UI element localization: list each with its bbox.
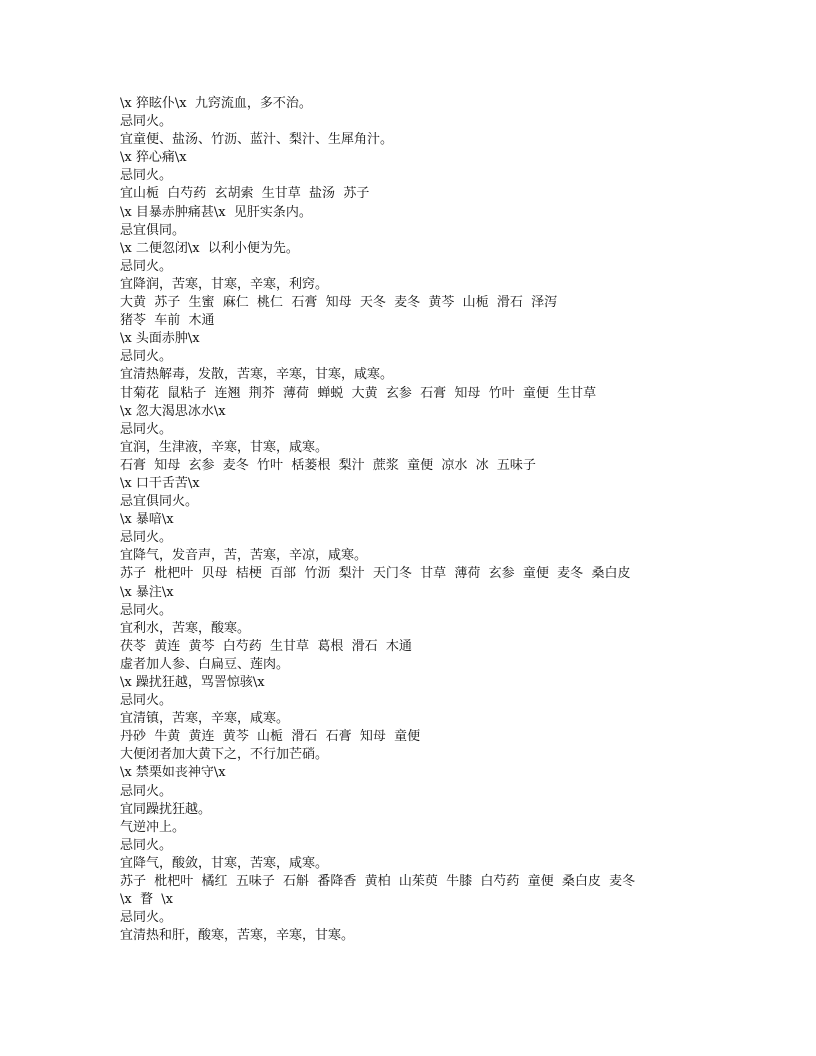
text-line: 丹砂 牛黄 黄连 黄芩 山栀 滑石 石膏 知母 童便 <box>120 729 421 745</box>
text-line: 茯苓 黄连 黄芩 白芍药 生甘草 葛根 滑石 木通 <box>120 638 412 654</box>
text-line: 宜童便、盐汤、竹沥、蓝汁、梨汁、生犀角汁。 <box>120 132 394 148</box>
text-line: 宜山栀 白芍药 玄胡索 生甘草 盐汤 苏子 <box>120 186 370 202</box>
text-line: \x 禁栗如丧神守\x <box>120 765 226 781</box>
text-line: \x 二便忽闭\x 以利小便为先。 <box>120 240 299 256</box>
text-line: 忌同火。 <box>120 910 173 926</box>
text-line: 忌同火。 <box>120 349 173 365</box>
text-line: 忌同火。 <box>120 693 173 709</box>
text-line: 石膏 知母 玄参 麦冬 竹叶 栝蒌根 梨汁 蔗浆 童便 凉水 冰 五味子 <box>120 457 536 473</box>
text-line: 甘菊花 鼠粘子 连翘 荆芥 薄荷 蝉蜕 大黄 玄参 石膏 知母 竹叶 童便 生甘草 <box>120 385 597 401</box>
text-line: \x 口干舌苦\x <box>120 475 200 491</box>
text-line: 宜清热和肝，酸寒，苦寒，辛寒，甘寒。 <box>120 928 355 944</box>
text-line: 宜同躁扰狂越。 <box>120 801 212 817</box>
document-page <box>120 95 740 945</box>
text-line: 忌同火。 <box>120 258 173 274</box>
text-line: \x 猝眩仆\x 九窍流血，多不治。 <box>120 96 312 111</box>
text-line: \x 瞀 \x <box>120 892 173 908</box>
text-line: 宜降气，发音声，苦，苦寒，辛凉，咸寒。 <box>120 548 368 564</box>
text-line: 宜润，生津液，辛寒，甘寒，咸寒。 <box>120 439 329 455</box>
text-line: 气逆冲上。 <box>120 819 186 835</box>
text-line: 宜降润，苦寒，甘寒，辛寒，利窍。 <box>120 276 329 292</box>
text-line: \x 暴注\x <box>120 584 174 600</box>
text-line: \x 暴喑\x <box>120 512 174 528</box>
text-line: \x 目暴赤肿痛甚\x 见肝实条内。 <box>120 204 312 220</box>
text-line: 苏子 枇杷叶 橘红 五味子 石斛 番降香 黄柏 山茱萸 牛膝 白芍药 童便 桑白皮 麦冬 <box>120 874 636 890</box>
text-line: \x 头面赤肿\x <box>120 331 200 347</box>
text-line: 忌同火。 <box>120 602 173 618</box>
text-line: \x 猝心痛\x <box>120 150 187 166</box>
text-line: 忌同火。 <box>120 114 173 130</box>
text-line: 宜降气，酸敛，甘寒，苦寒，咸寒。 <box>120 855 329 871</box>
text-line: \x 躁扰狂越，骂詈惊骇\x <box>120 675 265 690</box>
text-line: 忌同火。 <box>120 421 173 437</box>
text-line: 忌同火。 <box>120 168 173 184</box>
text-line: 宜利水，苦寒，酸寒。 <box>120 620 251 636</box>
text-line: 忌同火。 <box>120 783 173 799</box>
text-line: 虚者加人参、白扁豆、莲肉。 <box>120 656 290 672</box>
text-line: 大黄 苏子 生蜜 麻仁 桃仁 石膏 知母 天冬 麦冬 黄芩 山栀 滑石 泽泻 <box>120 295 558 311</box>
text-line: 忌同火。 <box>120 530 173 546</box>
text-line: 苏子 枇杷叶 贝母 桔梗 百部 竹沥 梨汁 天门冬 甘草 薄荷 玄参 童便 麦冬 桑白皮 <box>120 566 631 582</box>
text-line: \x 忽大渴思冰水\x <box>120 403 226 419</box>
text-line: 猪苓 车前 木通 <box>120 313 215 329</box>
text-line: 忌宜俱同。 <box>120 222 186 238</box>
text-line: 忌同火。 <box>120 837 173 853</box>
text-line: 宜清镇，苦寒，辛寒，咸寒。 <box>120 711 290 727</box>
text-line: 忌宜俱同火。 <box>120 494 199 510</box>
text-line: 大便闭者加大黄下之，不行加芒硝。 <box>120 747 329 763</box>
text-line: 宜清热解毒，发散，苦寒，辛寒，甘寒，咸寒。 <box>120 367 394 383</box>
